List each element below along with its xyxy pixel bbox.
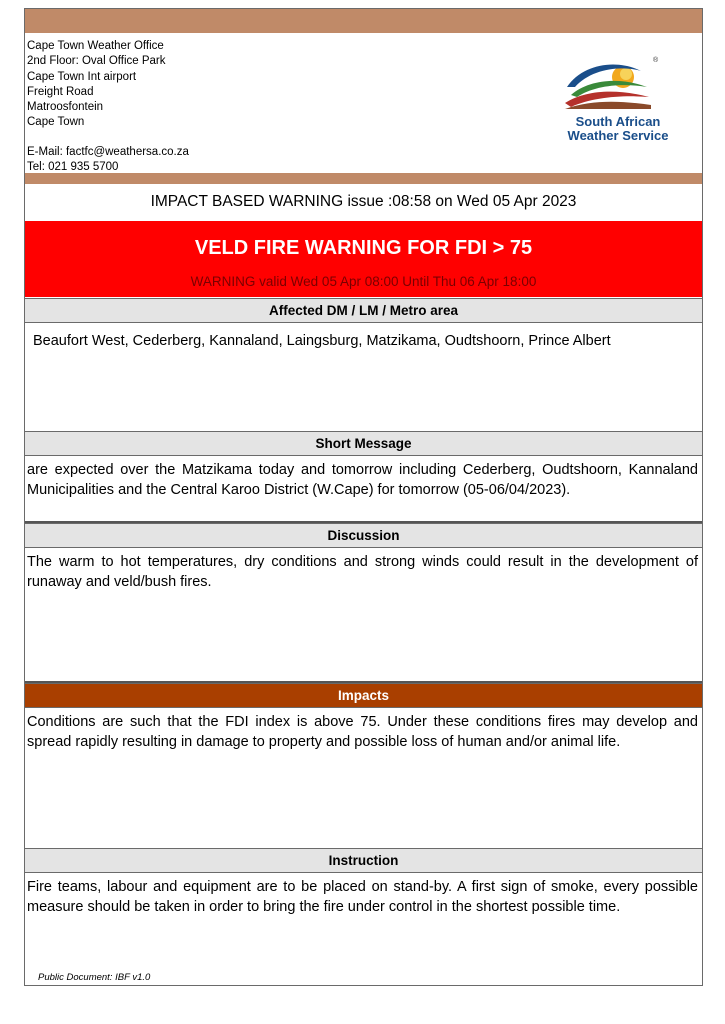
saws-logo <box>553 57 683 157</box>
short-message-section <box>25 431 702 521</box>
section-heading: Instruction <box>25 849 702 873</box>
section-text: Conditions are such that the FDI index is above 75. Under these conditions fires may develop and spread rapidly resulting in damage to property and possible loss of human and/or animal life. <box>27 714 698 750</box>
section-heading: Short Message <box>25 432 702 456</box>
address-line: Cape Town Int airport <box>27 70 137 83</box>
warning-title: VELD FIRE WARNING FOR FDI > 75 <box>194 237 533 259</box>
address-line: 2nd Floor: Oval Office Park <box>27 55 166 68</box>
section-heading: Affected DM / LM / Metro area <box>25 299 702 323</box>
mid-accent-bar <box>25 173 702 184</box>
office-contact <box>27 145 189 176</box>
affected-areas-section <box>25 298 702 431</box>
section-heading: Discussion <box>25 524 702 548</box>
registered-mark: ® <box>653 57 659 64</box>
saws-emblem-icon <box>563 57 653 113</box>
address-line: Cape Town <box>27 116 85 129</box>
section-text: Fire teams, labour and equipment are to be placed on stand-by. A first sign of smoke, every possible measure should be taken in order to bring the fire under control in the shortest possible time. <box>27 879 698 915</box>
logo-line-2: Weather Service <box>567 128 669 143</box>
warning-document <box>24 8 703 986</box>
logo-wordmark <box>553 115 683 143</box>
warning-validity: WARNING valid Wed 05 Apr 08:00 Until Thu 06 Apr 18:00 <box>190 274 537 289</box>
section-text: Beaufort West, Cederberg, Kannaland, Laingsburg, Matzikama, Oudtshoorn, Prince Albert <box>33 333 611 349</box>
footer-note: Public Document: IBF v1.0 <box>38 972 151 983</box>
email-text: E-Mail: factfc@weathersa.co.za <box>27 146 189 158</box>
instruction-section <box>25 848 702 987</box>
address-line: Freight Road <box>27 85 94 98</box>
issue-line: IMPACT BASED WARNING issue :08:58 on Wed 05 Apr 2023 <box>150 193 577 210</box>
address-line: Matroosfontein <box>27 101 104 114</box>
logo-line-1: South African <box>575 114 661 129</box>
top-accent-bar <box>25 9 702 33</box>
section-text: are expected over the Matzikama today and tomorrow including Cederberg, Oudtshoorn, Kannaland Municipalities and the Central Karoo District (W.Cape) for tomorrow (05-06/04/2023). <box>27 462 698 498</box>
warning-banner <box>25 221 702 297</box>
impacts-section <box>25 683 702 848</box>
discussion-section <box>25 523 702 681</box>
section-heading: Impacts <box>25 684 702 708</box>
phone-text: Tel: 021 935 5700 <box>27 161 119 174</box>
address-line: Cape Town Weather Office <box>27 40 164 52</box>
office-address <box>27 39 165 131</box>
section-text: The warm to hot temperatures, dry conditions and strong winds could result in the development of runaway and veld/bush fires. <box>27 554 698 590</box>
